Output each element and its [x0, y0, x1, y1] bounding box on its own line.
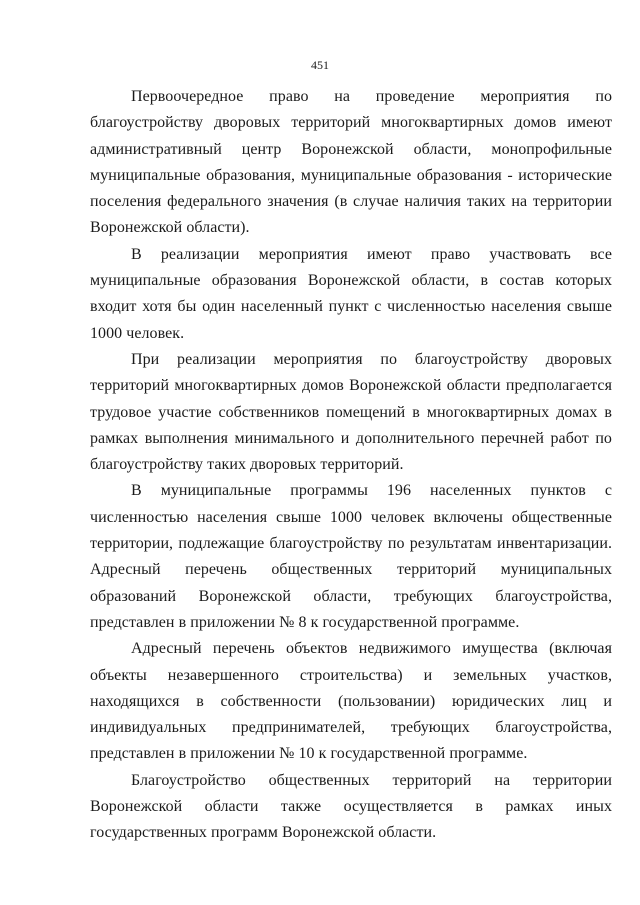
paragraph-labor-participation: При реализации мероприятия по благоустройству дворовых территорий многоквартирных домов Воронежской области предполагается трудовое участие собственников помещений в многоквартирных домах в рамках выполнения минимального и дополнительного перечней работ по благоустройству таких дворовых территорий. — [90, 350, 612, 474]
paragraph-other-programs: Благоустройство общественных территорий на территории Воронежской области также осуществляется в рамках иных государственных программ Воронежской области. — [90, 771, 612, 842]
document-body — [90, 84, 612, 847]
paragraph-priority-right: Первоочередное право на проведение мероприятия по благоустройству дворовых территорий многоквартирных домов имеют административный центр Воронежской области, монопрофильные муниципальные образования, муниципальные образования - исторические поселения федерального значения (в случае наличия таких на территории Воронежской области). — [90, 88, 612, 237]
paragraph-participation: В реализации мероприятия имеют право участвовать все муниципальные образования Воронежской области, в состав которых входит хотя бы один населенный пункт с численностью населения свыше 1000 человек. — [90, 245, 612, 342]
paragraph-municipal-programs: В муниципальные программы 196 населенных пунктов с численностью населения свыше 1000 человек включены общественные территории, подлежащие благоустройству по результатам инвентаризации. Адресный перечень общественных территорий муниципальных образований Воронежской области, требующих благоустройства, представлен в приложении № 8 к государственной программе. — [90, 482, 612, 631]
paragraph-address-list: Адресный перечень объектов недвижимого имущества (включая объекты незавершенного строительства) и земельных участков, находящихся в собственности (пользовании) юридических лиц и индивидуальных предпринимателей, требующих благоустройства, представлен в приложении № 10 к государственной программе. — [90, 640, 612, 763]
page-number: 451 — [311, 58, 329, 72]
